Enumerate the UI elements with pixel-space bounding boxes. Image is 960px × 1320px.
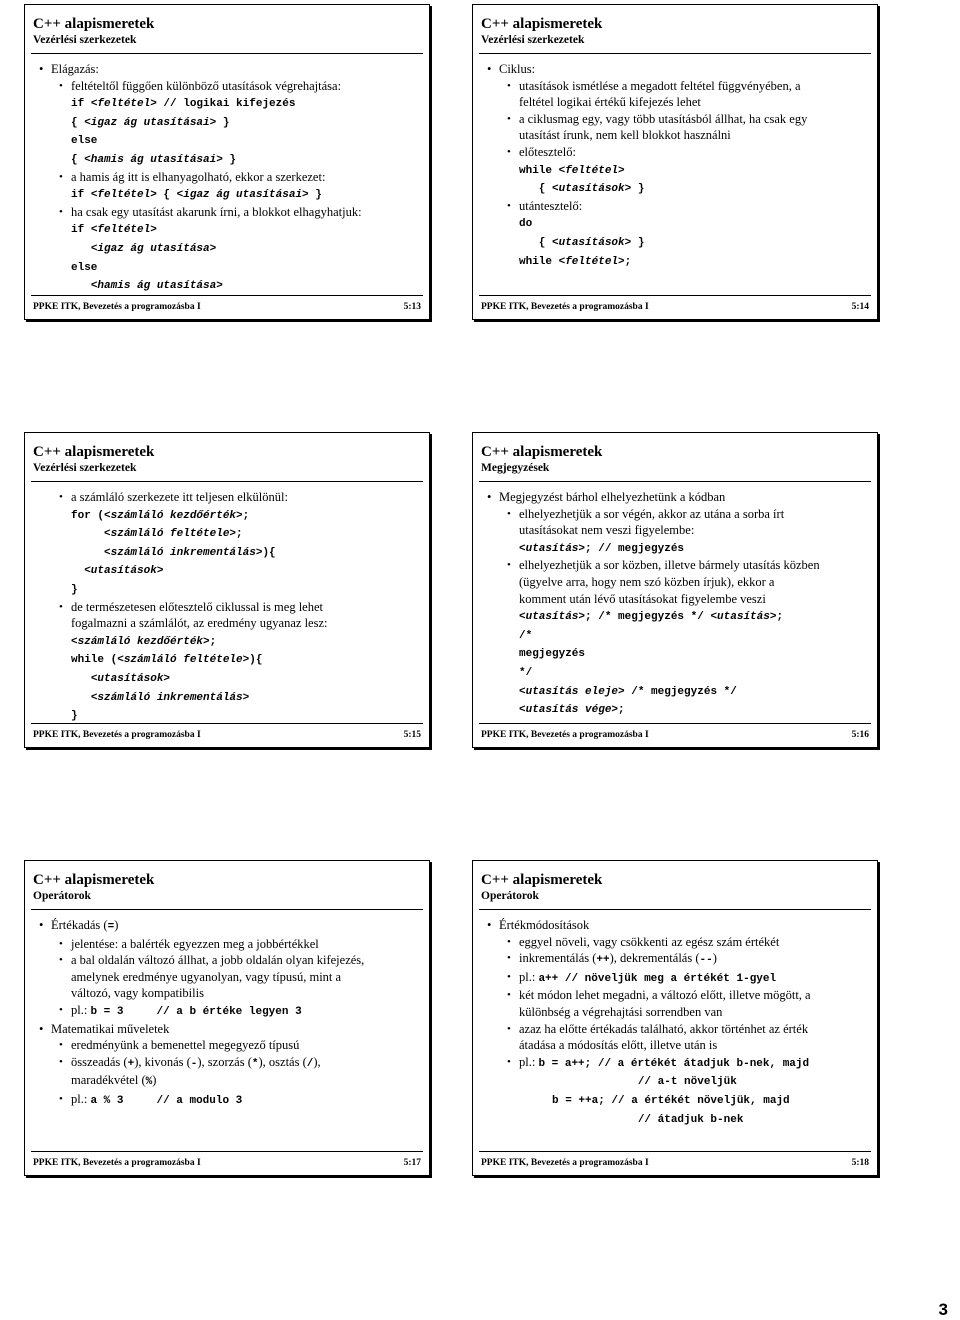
- slide-body: [37, 917, 421, 1110]
- footer-divider: [31, 1151, 423, 1152]
- code-span: <igaz ág utasításai>: [176, 189, 309, 202]
- code-span: <utasítások>: [84, 565, 164, 578]
- text-span: pl.:: [519, 969, 539, 984]
- slide-5-16: [472, 432, 878, 748]
- continuation-line: [485, 607, 869, 626]
- code-span: <feltétel>: [90, 98, 157, 111]
- code-span: a++ // növeljük meg a értékét 1-gyel: [538, 972, 777, 985]
- text-span: ),: [313, 1054, 321, 1069]
- code-span: =: [107, 921, 115, 933]
- text-span: feltételtől függően különböző utasítások végrehajtása:: [71, 78, 342, 93]
- code-span: <számláló feltétele>: [104, 528, 237, 541]
- code-span: ;: [618, 704, 625, 717]
- continuation-line: [37, 706, 421, 725]
- continuation-line: [485, 539, 869, 558]
- continuation-line: [37, 524, 421, 543]
- slide-5-18: [472, 860, 878, 1176]
- code-span: <utasítás eleje>: [519, 685, 625, 698]
- continuation-line: [485, 233, 869, 252]
- text-span: azaz ha előtte értékadás található, akkor történhet az érték: [519, 1021, 809, 1036]
- continuation-line: [485, 644, 869, 663]
- code-span: <feltétel>: [90, 224, 157, 237]
- continuation-line: [37, 94, 421, 113]
- continuation-line: [37, 561, 421, 580]
- slide-number: 5:13: [403, 302, 421, 312]
- slide-header: [481, 443, 869, 475]
- footer-divider: [31, 295, 423, 296]
- continuation-line: [485, 127, 869, 144]
- continuation-line: [37, 239, 421, 258]
- code-span: <számláló feltétele>: [117, 654, 250, 667]
- code-span: ){: [249, 654, 263, 667]
- slide-footer: [481, 730, 869, 740]
- code-span: {: [71, 153, 85, 166]
- slide-number: 5:17: [403, 1158, 421, 1168]
- text-span: Matematikai műveletek: [51, 1021, 170, 1036]
- text-span: ), kivonás (: [134, 1054, 191, 1069]
- continuation-line: [485, 591, 869, 608]
- code-span: ){: [262, 546, 276, 559]
- code-span: */: [519, 666, 533, 679]
- slide-footer: [33, 302, 421, 312]
- text-span: elhelyezhetjük a sor végén, akkor az utána a sorba írt: [519, 506, 785, 521]
- code-span: /* megjegyzés */: [624, 685, 737, 698]
- code-span: ; // megjegyzés: [585, 542, 685, 555]
- text-span: utasítást írunk, nem kell blokkot használni: [519, 128, 731, 143]
- code-span: +: [127, 1057, 135, 1070]
- bullet-item: [485, 61, 869, 78]
- text-span: összeadás (: [71, 1054, 128, 1069]
- code-span: <utasítások>: [552, 236, 632, 249]
- sub-bullet-item: [485, 78, 869, 95]
- header-divider: [31, 909, 423, 910]
- sub-bullet-item: [37, 599, 421, 616]
- code-span: <feltétel>: [558, 164, 625, 177]
- footer-divider: [479, 1151, 871, 1152]
- continuation-line: [37, 632, 421, 651]
- code-span: -: [190, 1057, 198, 1070]
- code-span: [71, 673, 91, 685]
- code-span: ;: [776, 611, 784, 624]
- text-span: ): [152, 1073, 157, 1088]
- sub-bullet-item: [485, 557, 869, 574]
- code-span: {: [519, 236, 553, 249]
- text-span: jelentése: a balérték egyezzen meg a jobbértékkel: [71, 936, 319, 951]
- code-span: b = ++a; // a értékét növeljük, majd: [519, 1094, 790, 1107]
- continuation-line: [37, 220, 421, 239]
- continuation-line: [37, 580, 421, 599]
- footer-course: PPKE ITK, Bevezetés a programozásba I: [33, 302, 201, 312]
- code-span: %: [145, 1076, 153, 1089]
- code-span: <utasítás>: [519, 542, 586, 555]
- sub-bullet-item: [485, 934, 869, 951]
- slide-header: [481, 15, 869, 47]
- code-span: b = 3 // a b értéke legyen 3: [90, 1005, 302, 1018]
- text-span: komment után lévő utasításokat figyelembe veszi: [519, 591, 766, 606]
- bullet-item: [37, 917, 421, 936]
- slide-title: C++ alapismeretek: [481, 444, 603, 460]
- code-span: }: [71, 583, 78, 596]
- bullet-item: [485, 489, 869, 506]
- sub-bullet-item: [37, 1091, 421, 1110]
- text-span: utántesztelő:: [519, 198, 583, 213]
- code-span: <utasítások>: [90, 672, 171, 685]
- footer-course: PPKE ITK, Bevezetés a programozásba I: [481, 730, 649, 740]
- slide-footer: [33, 730, 421, 740]
- text-span: a bal oldalán változó állhat, a jobb oldalán olyan kifejezés,: [71, 953, 365, 968]
- bullet-item: [37, 1021, 421, 1038]
- code-span: for (: [71, 509, 105, 522]
- header-divider: [31, 481, 423, 482]
- code-span: <utasítás vége>: [519, 704, 619, 717]
- slide-number: 5:14: [851, 302, 869, 312]
- code-span: --: [699, 954, 713, 967]
- text-span: de természetesen előtesztelő ciklussal is meg lehet: [71, 599, 323, 614]
- continuation-line: [485, 700, 869, 719]
- slide-subtitle: Megjegyzések: [481, 462, 550, 474]
- code-span: [71, 528, 104, 540]
- text-span: pl.:: [71, 1002, 91, 1017]
- header-divider: [479, 53, 871, 54]
- text-span: utasításokat nem veszi figyelembe:: [519, 523, 695, 538]
- continuation-line: [37, 150, 421, 169]
- text-span: Elágazás:: [51, 62, 99, 76]
- code-span: }: [71, 710, 78, 723]
- code-span: <igaz ág utasításai>: [84, 116, 217, 129]
- slide-subtitle: Operátorok: [481, 890, 539, 902]
- continuation-line: [485, 626, 869, 645]
- sub-bullet-item: [485, 987, 869, 1004]
- header-divider: [479, 481, 871, 482]
- text-span: inkrementálás (: [519, 951, 597, 966]
- code-span: ++: [596, 954, 610, 967]
- continuation-line: [37, 276, 421, 295]
- code-span: b = a++; // a értékét átadjuk b-nek, majd: [538, 1057, 810, 1070]
- text-span: ha csak egy utasítást akarunk írni, a blokkot elhagyhatjuk:: [71, 204, 362, 219]
- continuation-line: [485, 1037, 869, 1054]
- code-span: *: [251, 1057, 259, 1070]
- code-span: <hamis ág utasításai>: [84, 153, 223, 166]
- text-span: eredményünk a bemenettel megegyező típusú: [71, 1038, 300, 1053]
- slide-subtitle: Vezérlési szerkezetek: [33, 34, 137, 46]
- code-span: /*: [519, 629, 533, 642]
- footer-divider: [479, 295, 871, 296]
- sub-bullet-item: [37, 1002, 421, 1021]
- code-span: [71, 547, 104, 559]
- footer-divider: [479, 723, 871, 724]
- continuation-line: [485, 161, 869, 180]
- continuation-line: [485, 252, 869, 271]
- continuation-line: [37, 669, 421, 688]
- code-span: <hamis ág utasítása>: [90, 280, 223, 293]
- slide-title: C++ alapismeretek: [33, 444, 155, 460]
- sub-bullet-item: [37, 78, 421, 95]
- code-span: else: [71, 135, 98, 148]
- code-span: }: [631, 236, 645, 249]
- slide-body: [485, 61, 869, 270]
- continuation-line: [37, 258, 421, 277]
- code-span: // átadjuk b-nek: [519, 1113, 744, 1126]
- slide-5-17: [24, 860, 430, 1176]
- slide-header: [481, 871, 869, 903]
- continuation-line: [37, 506, 421, 525]
- slide-title: C++ alapismeretek: [481, 872, 603, 888]
- code-span: // logikai kifejezés: [156, 98, 296, 111]
- continuation-line: [485, 94, 869, 111]
- sub-bullet-item: [485, 969, 869, 988]
- code-span: <számláló inkrementálás>: [104, 546, 263, 559]
- sub-bullet-item: [37, 1054, 421, 1073]
- text-span: (ügyelve arra, hogy nem szó közben írjuk), ekkor a: [519, 574, 775, 589]
- continuation-line: [37, 969, 421, 986]
- sub-bullet-item: [485, 950, 869, 969]
- continuation-line: [485, 214, 869, 233]
- sub-bullet-item: [37, 952, 421, 969]
- code-span: }: [308, 189, 322, 202]
- slide-body: [485, 489, 869, 719]
- slide-5-13: [24, 4, 430, 320]
- header-divider: [479, 909, 871, 910]
- text-span: Megjegyzést bárhol elhelyezhetünk a kódban: [499, 490, 726, 504]
- footer-divider: [31, 723, 423, 724]
- code-span: ;: [624, 255, 632, 268]
- code-span: ;: [209, 635, 217, 648]
- continuation-line: [485, 682, 869, 701]
- slide-footer: [481, 302, 869, 312]
- code-span: [71, 692, 91, 704]
- code-span: [71, 280, 91, 292]
- footer-course: PPKE ITK, Bevezetés a programozásba I: [33, 1158, 201, 1168]
- code-span: <utasítások>: [552, 183, 632, 196]
- code-span: <feltétel>: [558, 255, 625, 268]
- sub-bullet-item: [485, 198, 869, 215]
- code-span: ; /* megjegyzés */: [585, 611, 711, 624]
- code-span: if: [71, 189, 91, 202]
- sub-bullet-item: [37, 169, 421, 186]
- slide-title: C++ alapismeretek: [33, 872, 155, 888]
- text-span: különbség a végrehajtási sorrendben van: [519, 1004, 723, 1019]
- slide-header: [33, 871, 421, 903]
- code-span: <utasítás>: [519, 611, 586, 624]
- slide-subtitle: Vezérlési szerkezetek: [33, 462, 137, 474]
- text-span: Ciklus:: [499, 62, 536, 76]
- text-span: változó, vagy kompatibilis: [71, 986, 204, 1001]
- continuation-line: [37, 688, 421, 707]
- code-span: if: [71, 98, 91, 111]
- text-span: feltétel logikai értékű kifejezés lehet: [519, 95, 701, 110]
- code-span: [71, 565, 84, 577]
- slide-footer: [481, 1158, 869, 1168]
- slide-title: C++ alapismeretek: [33, 16, 155, 32]
- sub-bullet-item: [485, 144, 869, 161]
- text-span: fogalmazni a számlálót, az eredmény ugyanaz lesz:: [71, 616, 328, 631]
- code-span: {: [71, 116, 85, 129]
- code-span: }: [631, 183, 645, 196]
- slide-5-14: [472, 4, 878, 320]
- continuation-line: [37, 615, 421, 632]
- footer-course: PPKE ITK, Bevezetés a programozásba I: [33, 730, 201, 740]
- slide-body: [37, 489, 421, 725]
- slide-number: 5:18: [851, 1158, 869, 1168]
- code-span: /: [306, 1057, 314, 1070]
- continuation-line: [485, 1091, 869, 1110]
- continuation-line: [485, 179, 869, 198]
- text-span: ): [712, 951, 717, 966]
- code-span: <számláló inkrementálás>: [90, 691, 250, 704]
- continuation-line: [37, 185, 421, 204]
- slide-subtitle: Operátorok: [33, 890, 91, 902]
- slide-number: 5:15: [403, 730, 421, 740]
- code-span: {: [519, 183, 553, 196]
- text-span: Értékadás (: [51, 918, 108, 932]
- code-span: a % 3 // a modulo 3: [90, 1094, 243, 1107]
- slide-body: [37, 61, 421, 295]
- text-span: előtesztelő:: [519, 144, 576, 159]
- sub-bullet-item: [37, 204, 421, 221]
- text-span: ), osztás (: [258, 1054, 307, 1069]
- code-span: megjegyzés: [519, 648, 586, 661]
- text-span: ): [114, 918, 119, 932]
- sub-bullet-item: [37, 489, 421, 506]
- code-span: [71, 243, 91, 255]
- code-span: <feltétel>: [90, 189, 157, 202]
- code-span: ;: [242, 509, 250, 522]
- text-span: Értékmódosítások: [499, 918, 590, 932]
- slide-footer: [33, 1158, 421, 1168]
- sub-bullet-item: [485, 1054, 869, 1073]
- code-span: while (: [71, 654, 118, 667]
- slide-body: [485, 917, 869, 1128]
- slide-number: 5:16: [851, 730, 869, 740]
- code-span: <utasítás>: [710, 611, 777, 624]
- footer-course: PPKE ITK, Bevezetés a programozásba I: [481, 1158, 649, 1168]
- bullet-item: [485, 917, 869, 934]
- code-span: do: [519, 218, 533, 231]
- text-span: átadása a módosítás előtt, illetve után is: [519, 1038, 718, 1053]
- text-span: pl.:: [71, 1091, 91, 1106]
- slide-subtitle: Vezérlési szerkezetek: [481, 34, 585, 46]
- code-span: else: [71, 261, 98, 274]
- sub-bullet-item: [485, 111, 869, 128]
- code-span: // a-t növeljük: [519, 1076, 737, 1089]
- continuation-line: [485, 663, 869, 682]
- page-number: 3: [938, 1300, 948, 1319]
- continuation-line: [37, 1072, 421, 1091]
- code-span: while: [519, 164, 559, 177]
- continuation-line: [37, 985, 421, 1002]
- bullet-item: [37, 61, 421, 78]
- continuation-line: [485, 1072, 869, 1091]
- sub-bullet-item: [37, 1037, 421, 1054]
- text-span: a ciklusmag egy, vagy több utasításból állhat, ha csak egy: [519, 111, 808, 126]
- footer-course: PPKE ITK, Bevezetés a programozásba I: [481, 302, 649, 312]
- sub-bullet-item: [37, 936, 421, 953]
- slide-title: C++ alapismeretek: [481, 16, 603, 32]
- continuation-line: [37, 113, 421, 132]
- text-span: pl.:: [519, 1054, 539, 1069]
- slide-header: [33, 443, 421, 475]
- code-span: <számláló kezdőérték>: [104, 509, 243, 522]
- code-span: <igaz ág utasítása>: [90, 242, 217, 255]
- continuation-line: [37, 131, 421, 150]
- sub-bullet-item: [485, 1021, 869, 1038]
- text-span: maradékvétel (: [71, 1073, 146, 1088]
- code-span: while: [519, 255, 559, 268]
- continuation-line: [485, 522, 869, 539]
- sub-bullet-item: [485, 506, 869, 523]
- text-span: utasítások ismétlése a megadott feltétel függvényében, a: [519, 78, 801, 93]
- text-span: ), szorzás (: [197, 1054, 252, 1069]
- code-span: }: [222, 153, 237, 166]
- continuation-line: [485, 1004, 869, 1021]
- text-span: két módon lehet megadni, a változó előtt, illetve mögött, a: [519, 988, 811, 1003]
- text-span: ), dekrementálás (: [609, 951, 700, 966]
- text-span: a hamis ág itt is elhanyagolható, ekkor a szerkezet:: [71, 169, 326, 184]
- continuation-line: [485, 574, 869, 591]
- header-divider: [31, 53, 423, 54]
- code-span: if: [71, 224, 91, 237]
- slide-header: [33, 15, 421, 47]
- code-span: <számláló kezdőérték>: [71, 635, 210, 648]
- continuation-line: [485, 1110, 869, 1129]
- text-span: elhelyezhetjük a sor közben, illetve bármely utasítás közben: [519, 558, 820, 573]
- continuation-line: [37, 650, 421, 669]
- code-span: ;: [236, 528, 243, 541]
- slide-5-15: [24, 432, 430, 748]
- continuation-line: [37, 543, 421, 562]
- text-span: a számláló szerkezete itt teljesen elkülönül:: [71, 490, 288, 504]
- code-span: {: [156, 189, 177, 202]
- text-span: eggyel növeli, vagy csökkenti az egész szám értékét: [519, 934, 780, 949]
- text-span: amelynek eredménye ugyanolyan, vagy típusú, mint a: [71, 969, 342, 984]
- code-span: }: [216, 116, 230, 129]
